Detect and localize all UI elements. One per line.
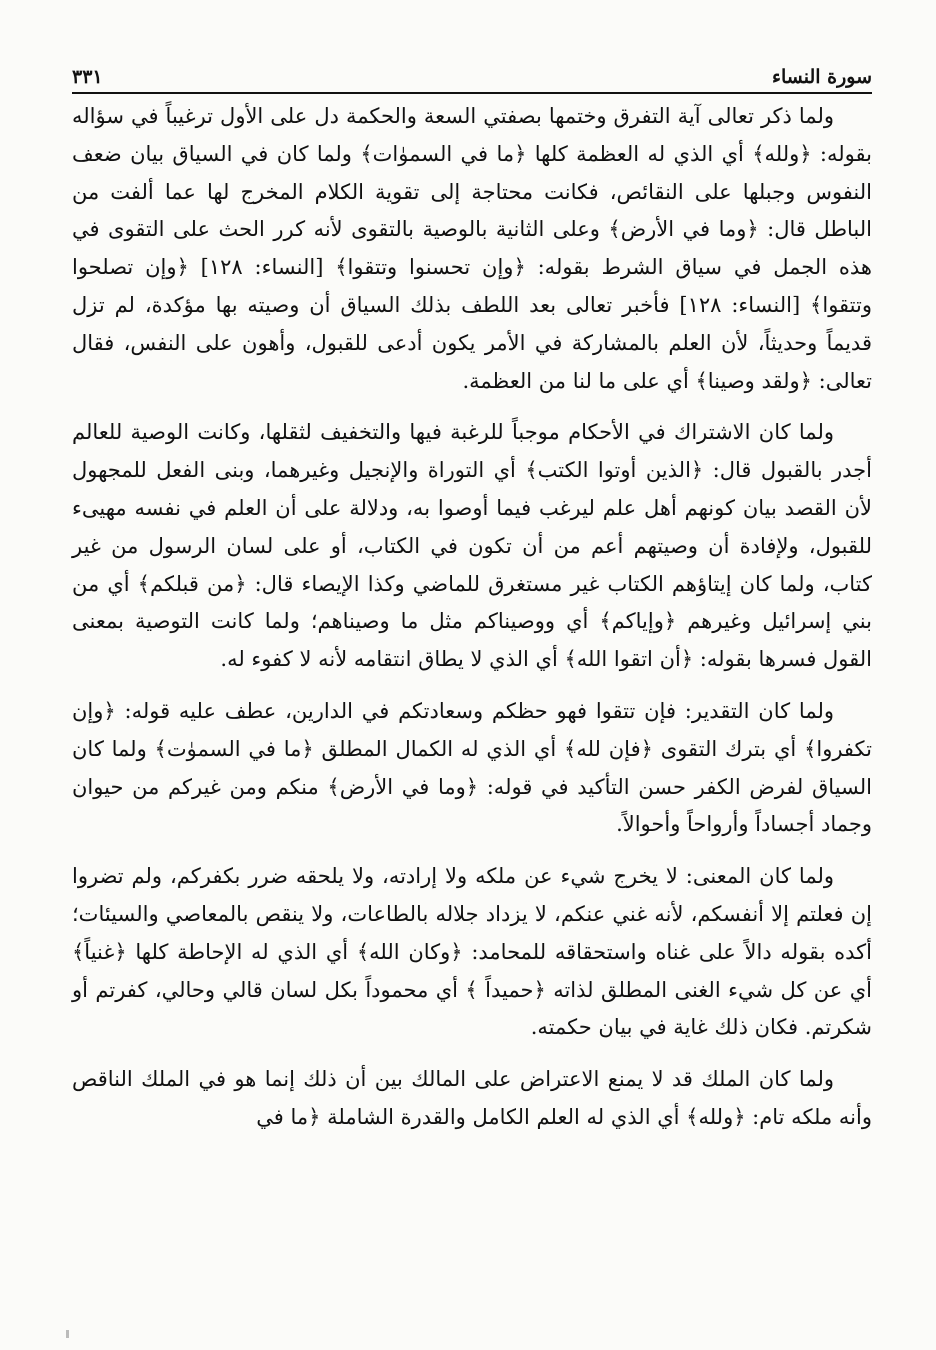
paragraph-2: ولما كان الاشتراك في الأحكام موجباً للرغبة فيها والتخفيف لثقلها، وكانت الوصية للعالم أجدر بالقبول قال: ﴿الذين أوتوا الكتب﴾ أي التوراة والإنجيل وغيرهما، وبنى الفعل للمجهول لأن القصد بيان كونهم أهل علم ليرغب فيما أوصوا به، ودلالة على أن العلم في نفسه مهيىء للقبول، ولإفادة أن وصيتهم أعم من أن تكون في الكتاب، أو على لسان الرسول من غير كتاب، ولما كان إيتاؤهم الكتاب غير مستغرق للماضي وكذا الإيصاء قال: ﴿من قبلكم﴾ أي من بني إسرائيل وغيرهم ﴿وإياكم﴾ أي ووصيناكم مثل ما وصيناهم؛ ولما كانت التوصية بمعنى القول فسرها بقوله: ﴿أن اتقوا الله﴾ أي الذي لا يطاق انتقامه لأنه لا كفوء له. [72, 420, 872, 672]
running-header [72, 54, 872, 88]
body-text [72, 98, 872, 1137]
page-number: ٣٣١ [72, 66, 103, 88]
paragraph-1: ولما ذكر تعالى آية التفرق وختمها بصفتي السعة والحكمة دل على الأول ترغيباً في سؤاله بقوله: ﴿ولله﴾ أي الذي له العظمة كلها ﴿ما في السموٰات﴾ ولما كان في السياق بيان ضعف النفوس وجبلها على النقائص، فكانت محتاجة إلى تقوية الكلام المخرج لها عما ألفت من الباطل قال: ﴿وما في الأرض﴾ وعلى الثانية بالوصية بالتقوى لأنه كرر الحث على التقوى في هذه الجمل في سياق الشرط بقوله: ﴿وإن تحسنوا وتتقوا﴾ [النساء: ١٢٨] ﴿وإن تصلحوا وتتقوا﴾ [النساء: ١٢٨] فأخبر تعالى بعد اللطف بذلك السياق أن وصيته بها مؤكدة، لم تزل قديماً وحديثاً، لأن العلم بالمشاركة في الأمر يكون أدعى للقبول، وأهون على النفس، فقال تعالى: ﴿ولقد وصينا﴾ أي على ما لنا من العظمة. [72, 104, 872, 393]
header-divider [72, 92, 872, 94]
paragraph-5: ولما كان الملك قد لا يمنع الاعتراض على المالك بين أن ذلك إنما هو في الملك الناقص وأنه ملكه تام: ﴿ولله﴾ أي الذي له العلم الكامل والقدرة الشاملة ﴿ما في [72, 1067, 872, 1129]
surah-title: سورة النساء [772, 66, 872, 88]
scan-mark [66, 1330, 69, 1338]
paragraph-3: ولما كان التقدير: فإن تتقوا فهو حظكم وسعادتكم في الدارين، عطف عليه قوله: ﴿وإن تكفروا﴾ أي بترك التقوى ﴿فإن لله﴾ أي الذي له الكمال المطلق ﴿ما في السموٰت﴾ ولما كان السياق لفرض الكفر حسن التأكيد في قوله: ﴿وما في الأرض﴾ منكم ومن غيركم من حيوان وجماد أجساداً وأرواحاً وأحوالاً. [72, 698, 872, 837]
paragraph-4: ولما كان المعنى: لا يخرج شيء عن ملكه ولا إرادته، ولا يلحقه ضرر بكفركم، ولم تضروا إن فعلتم إلا أنفسكم، لأنه غني عنكم، لا يزداد جلاله بالطاعات، ولا ينقص بالمعاصي والسيئات؛ أكده بقوله دالاً على غناه واستحقاقه للمحامد: ﴿وكان الله﴾ أي الذي له الإحاطة كلها ﴿غنياً﴾ أي عن كل شيء الغنى المطلق لذاته ﴿حميداً ﴾ أي محموداً بكل لسان قالي وحالي، كفرتم أو شكرتم. فكان ذلك غاية في بيان حكمته. [72, 864, 872, 1040]
